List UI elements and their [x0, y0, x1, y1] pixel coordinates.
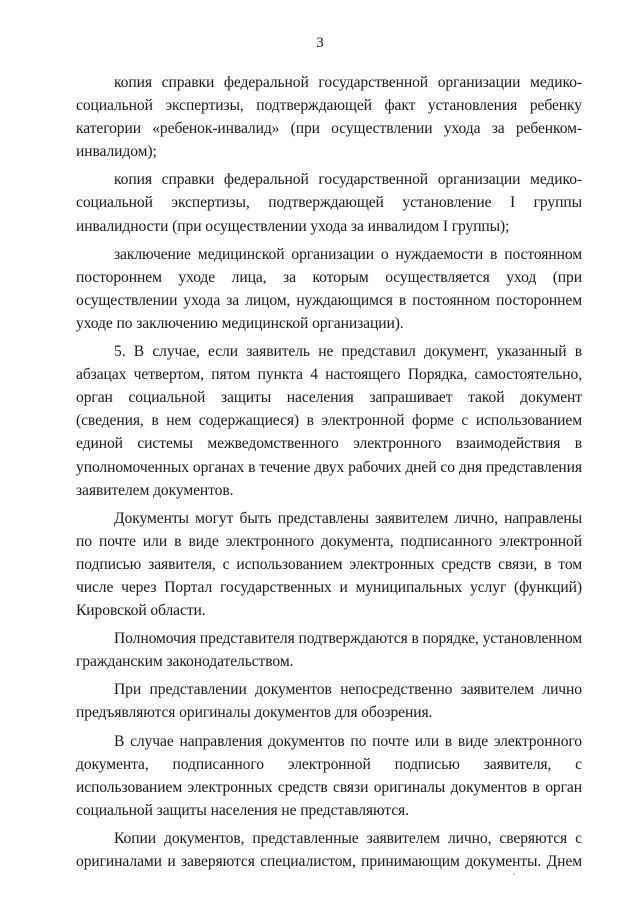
paragraph: При представлении документов непосредственно заявителем лично предъявляются оригиналы документов для обозрения.: [76, 681, 582, 722]
paragraph: Копии документов, представленные заявителем лично, сверяются с оригиналами и заверяются специалистом, принимающим документы. Днем: [76, 829, 582, 870]
paragraph: 5. В случае, если заявитель не представил документ, указанный в абзацах четвертом, пятом пункта 4 настоящего Порядка, самостоятельно, орган социальной защиты населения запрашивает такой документ (сведения, в нем содержащиеся) в электронной форме с использованием единой системы межведомственного электронного взаимодействия в уполномоченных органах в течение двух рабочих дней со дня представления заявителем документов.: [76, 343, 582, 499]
page-number: 3: [316, 35, 324, 51]
paragraph: В случае направления документов по почте или в виде электронного документа, подписанного электронной подписью заявителя, с использованием электронных средств связи оригиналы документов в орган социальной защиты населения не представляются.: [76, 732, 582, 819]
paragraph: заключение медицинской организации о нуждаемости в постоянном постороннем уходе лица, за которым осуществляется уход (при осуществлении ухода за лицом, нуждающимся в постоянном постороннем уходе по заключению медицинской организации).: [76, 245, 582, 332]
paragraph: копия справки федеральной государственной организации медико-социальной экспертизы, подтверждающей факт установления ребенку категории «ребенок-инвалид» (при осуществлении ухода за ребенком-инвалидом);: [76, 74, 582, 161]
document-body: [76, 71, 582, 873]
paragraph: Полномочия представителя подтверждаются в порядке, установленном гражданским законодательством.: [76, 630, 582, 671]
paragraph: копия справки федеральной государственной организации медико-социальной экспертизы, подтверждающей установление I группы инвалидности (при осуществлении ухода за инвалидом I группы);: [76, 171, 582, 235]
scan-speck: [513, 873, 515, 875]
paragraph: Документы могут быть представлены заявителем лично, направлены по почте или в виде электронного документа, подписанного электронной подписью заявителя, с использованием электронных средств связи, в том числе через Портал государственных и муниципальных услуг (функций) Кировской области.: [76, 509, 582, 620]
